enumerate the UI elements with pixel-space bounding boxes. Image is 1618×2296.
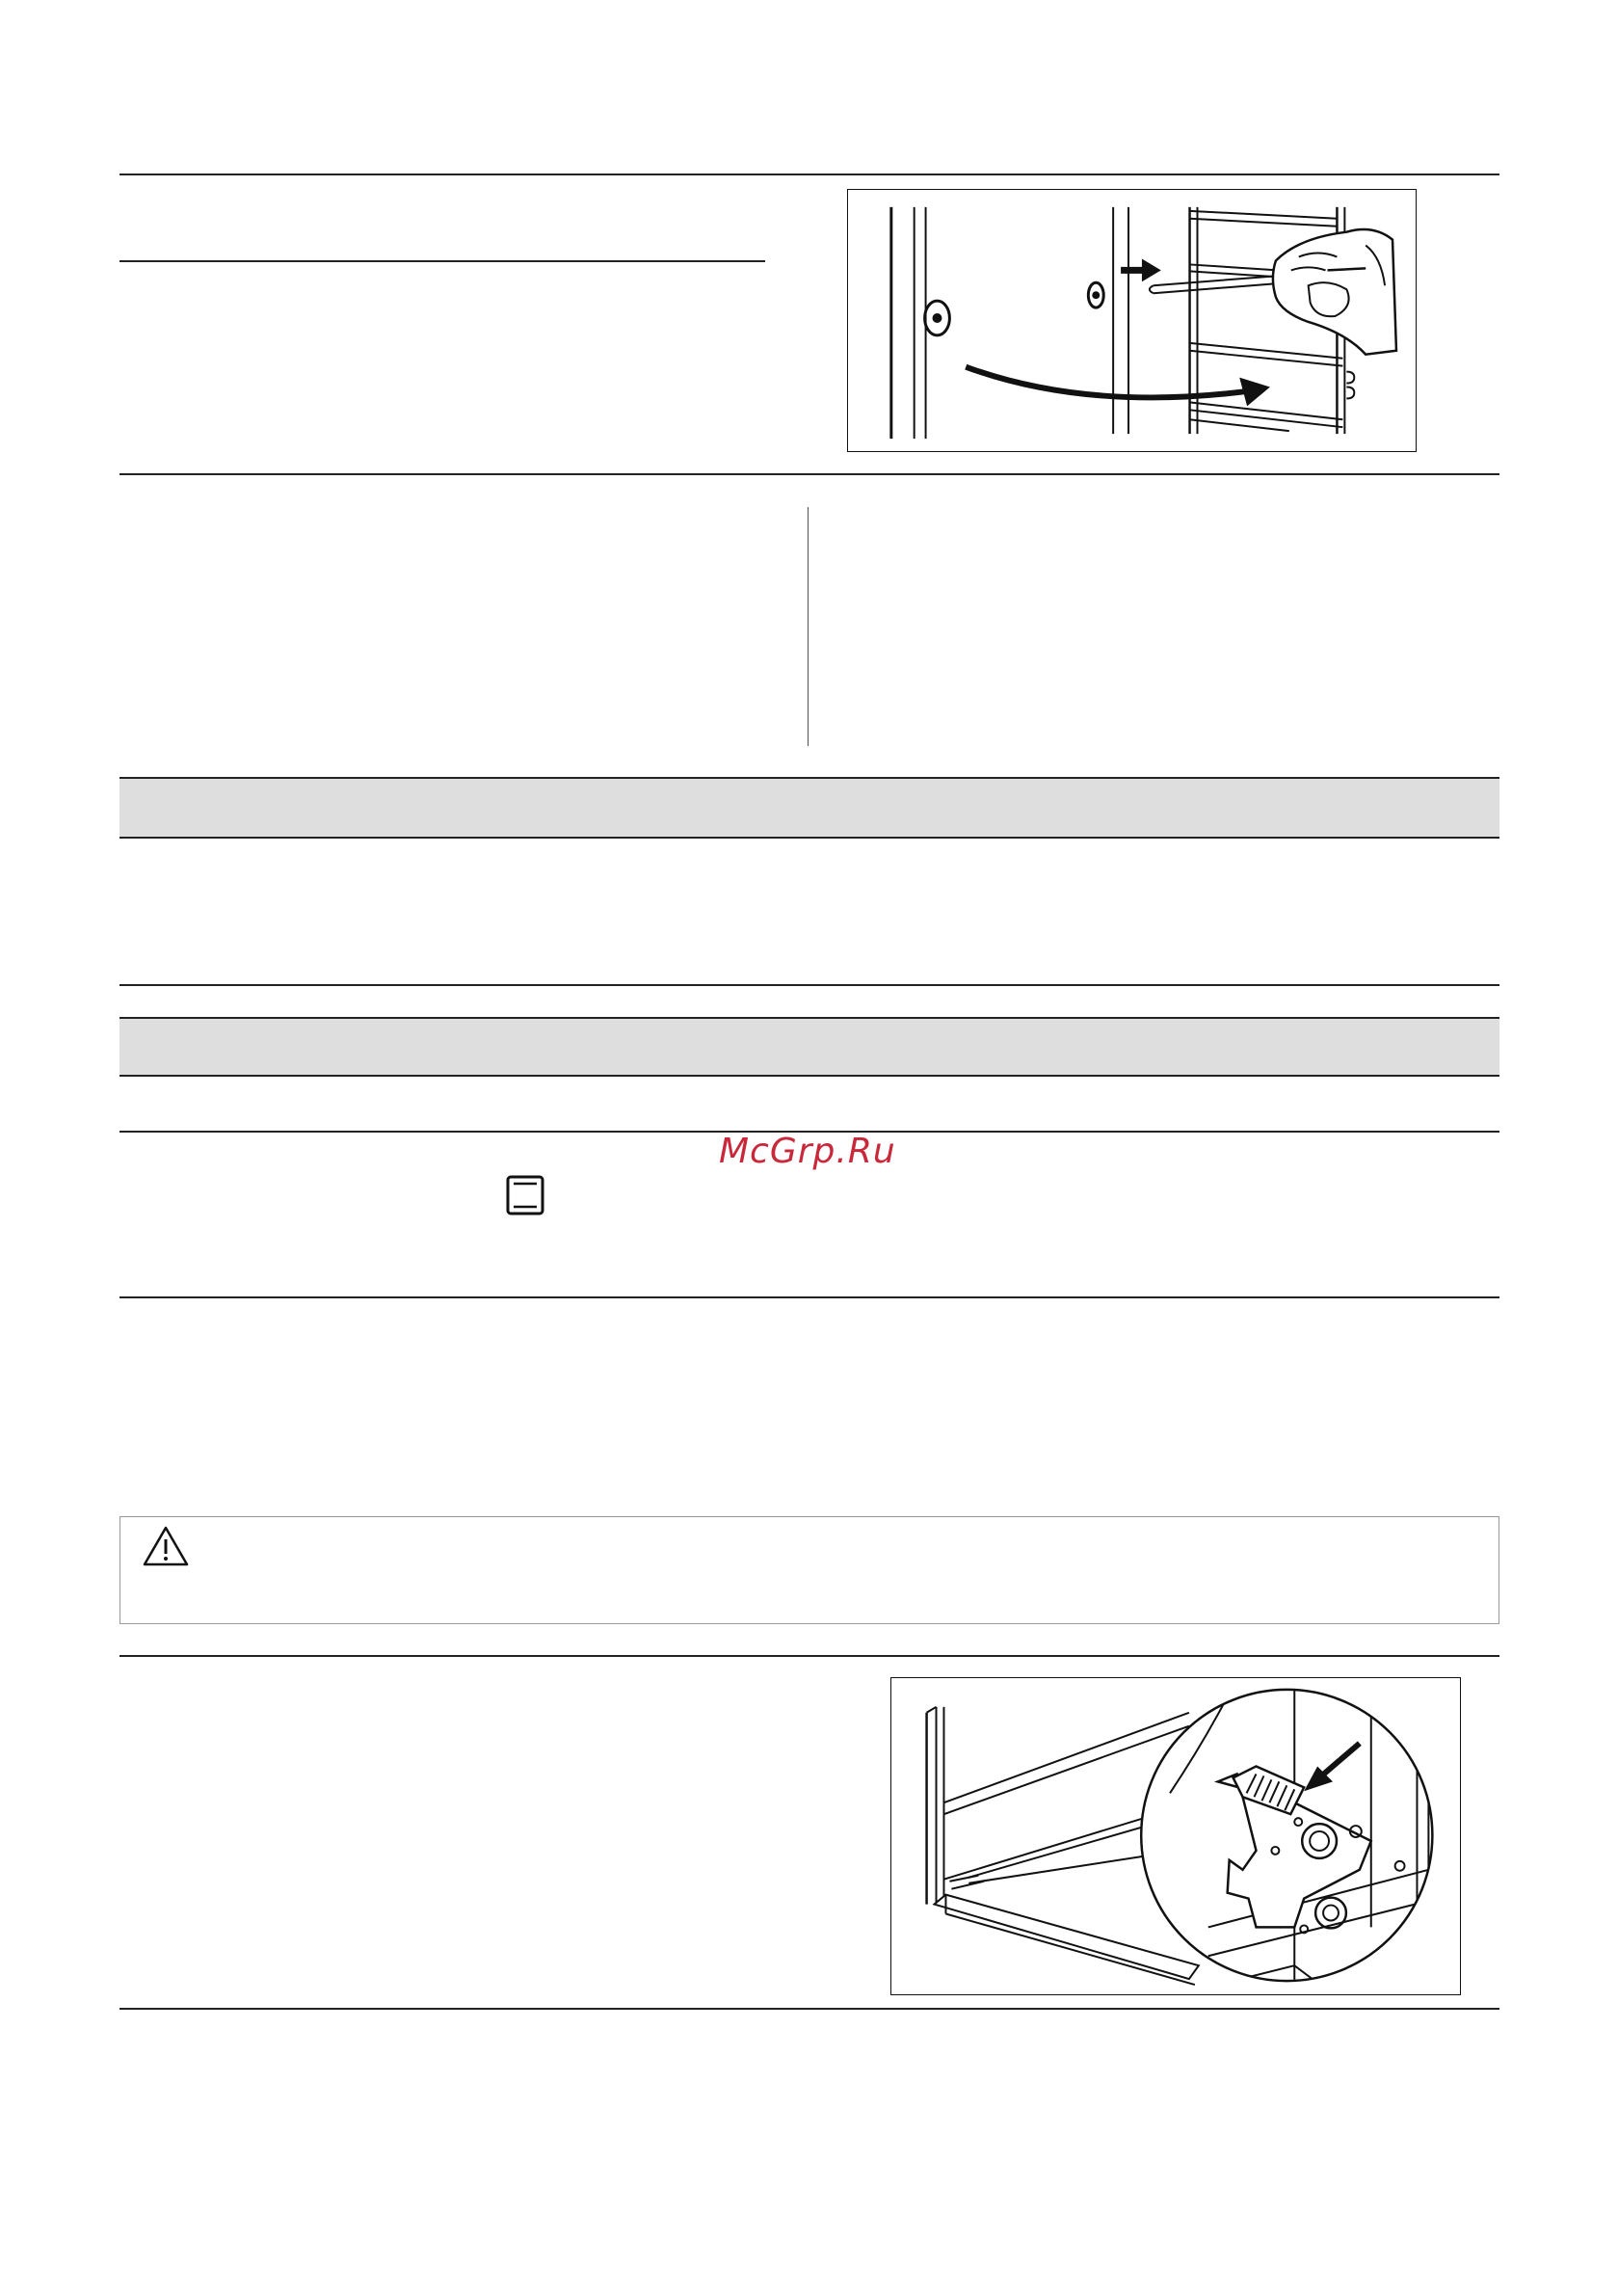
band-1-bottom-rule xyxy=(119,837,1499,839)
warning-box xyxy=(119,1516,1499,1624)
rule-lower xyxy=(119,1296,1499,1298)
rule-below-figure-1 xyxy=(119,473,1499,475)
watermark: McGrp.Ru xyxy=(719,1132,896,1171)
shelf-support-illustration xyxy=(848,190,1416,451)
figure-shelf-support-removal xyxy=(847,189,1417,452)
section-band-2 xyxy=(119,1019,1499,1075)
figure-door-hinge-lever xyxy=(890,1677,1461,1995)
section-band-1 xyxy=(119,779,1499,837)
oven-light-symbol-icon xyxy=(505,1174,545,1216)
rule-mid xyxy=(119,984,1499,986)
hinge-illustration xyxy=(891,1678,1460,1994)
band-2-bottom-rule xyxy=(119,1075,1499,1077)
column-divider xyxy=(808,507,809,746)
rule-short-left xyxy=(119,260,765,262)
rule-above-figure-2 xyxy=(119,1655,1499,1657)
warning-triangle-icon xyxy=(142,1525,190,1567)
rule-top xyxy=(119,174,1499,175)
rule-bottom xyxy=(119,2008,1499,2010)
